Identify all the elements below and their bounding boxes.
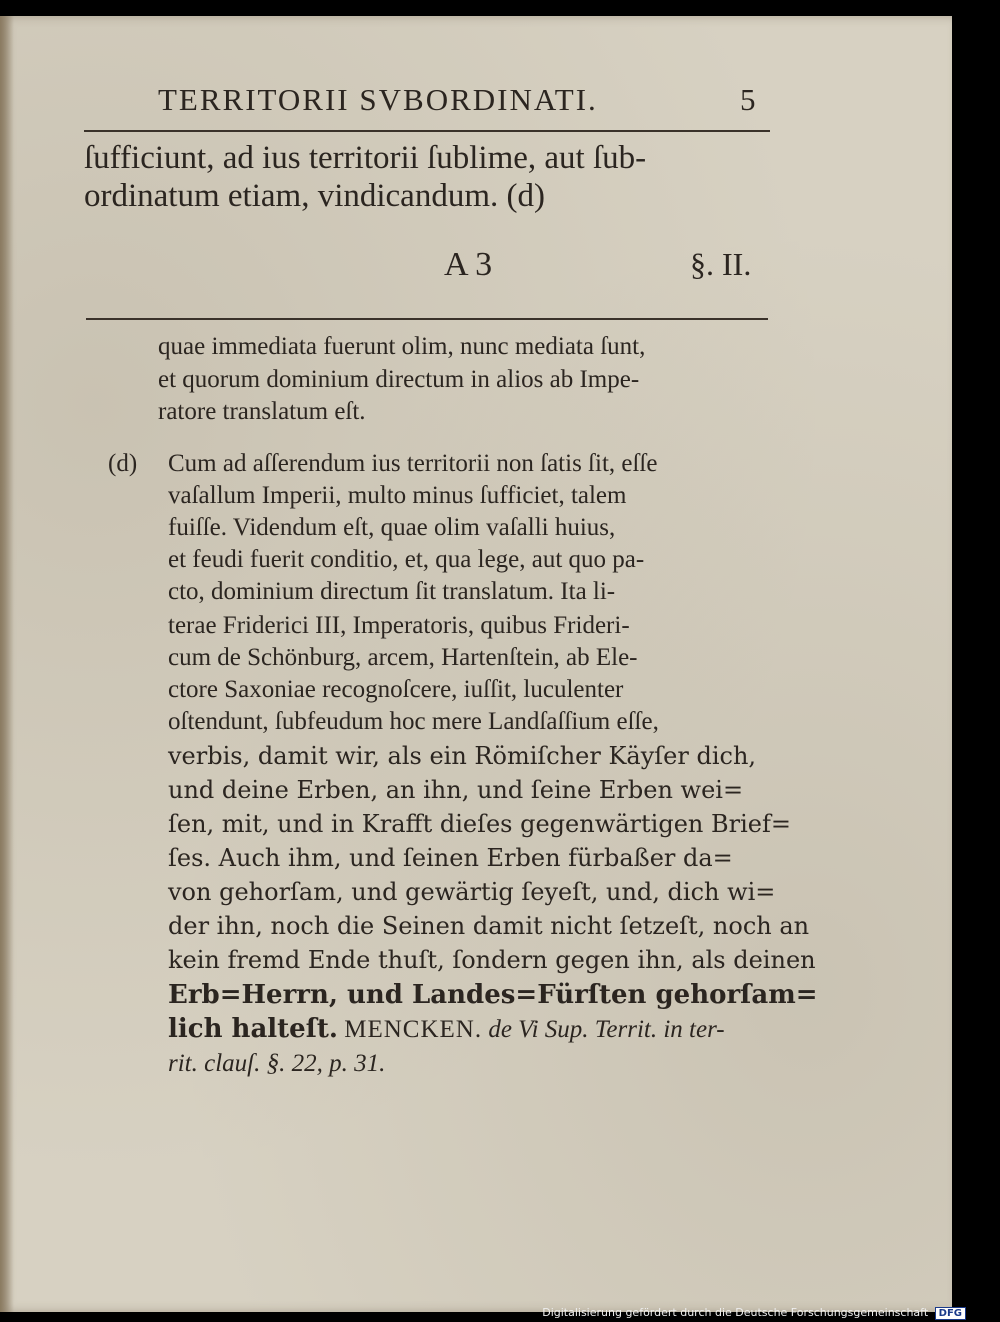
- footnote-line: terae Friderici III, Imperatoris, quibus Frideri-: [168, 612, 630, 639]
- dfg-logo: DFG: [935, 1307, 966, 1320]
- credit-text: Digitalisierung gefördert durch die Deutsche Forschungsgemeinschaft: [542, 1306, 929, 1319]
- footnote-line: ſes. Auch ihm, und ſeinen Erben fürbaßer da=: [168, 844, 733, 872]
- footnote-line: kein fremd Ende thuſt, ſondern gegen ihn, als deinen: [168, 946, 816, 974]
- footnote-line: ſen, mit, und in Krafft dieſes gegenwärtigen Brief=: [168, 810, 791, 838]
- page-spine-shadow: [0, 16, 14, 1312]
- citation-last-line: rit. clauſ. §. 22, p. 31.: [168, 1050, 386, 1077]
- footnote-citation-line: [168, 1014, 725, 1044]
- footnote-prev-line: quae immediata fuerunt olim, nunc mediata ſunt,: [158, 333, 646, 360]
- citation-text: de Vi Sup. Territ. in ter-: [488, 1016, 725, 1043]
- footnote-rule: [86, 318, 768, 320]
- running-title: TERRITORII SVBORDINATI.: [158, 82, 598, 117]
- catchword: §. II.: [690, 246, 752, 282]
- footnote-line: cum de Schönburg, arcem, Hartenſtein, ab Ele-: [168, 644, 638, 671]
- footnote-line: et feudi fuerit conditio, et, qua lege, aut quo pa-: [168, 546, 645, 573]
- main-text-line-2: ordinatum etiam, vindicandum. (d): [84, 178, 545, 214]
- page-number: 5: [740, 82, 756, 117]
- footnote-marker: (d): [108, 450, 138, 477]
- footnote-line: von gehorſam, und gewärtig ſeyeſt, und, dich wi=: [168, 878, 776, 906]
- footnote-prev-line: ratore translatum eſt.: [158, 398, 366, 425]
- footnote-line: vaſallum Imperii, multo minus ſufficiet, talem: [168, 482, 627, 509]
- footnote-line: verbis, damit wir, als ein Römiſcher Käyſer dich,: [168, 742, 757, 770]
- footnote-line: der ihn, noch die Seinen damit nicht ſetzeſt, noch an: [168, 912, 810, 940]
- main-text-line-1: ſufficiunt, ad ius territorii ſublime, aut ſub-: [84, 140, 647, 176]
- header-rule: [84, 130, 770, 132]
- footnote-line: cto, dominium directum ſit translatum. Ita li-: [168, 578, 616, 605]
- digitization-credit: [542, 1306, 966, 1320]
- footnote-line: oſtendunt, ſubfeudum hoc mere Landſaſſium eſſe,: [168, 708, 659, 735]
- footnote-line: fuiſſe. Videndum eſt, quae olim vaſalli huius,: [168, 514, 616, 541]
- footnote-line: ctore Saxoniae recognoſcere, iuſſit, luculenter: [168, 676, 624, 703]
- footnote-closing-text: lich halteſt.: [168, 1014, 338, 1044]
- footnote-line: Erb=Herrn, und Landes=Fürſten gehorſam=: [168, 980, 818, 1010]
- footnote-line: und deine Erben, an ihn, und ſeine Erben wei=: [168, 776, 744, 804]
- signature-mark: A 3: [444, 246, 493, 283]
- citation-author: MENCKEN.: [344, 1016, 483, 1043]
- footnote-line: Cum ad aſſerendum ius territorii non ſatis ſit, eſſe: [168, 450, 658, 477]
- footnote-prev-line: et quorum dominium directum in alios ab Impe-: [158, 366, 640, 393]
